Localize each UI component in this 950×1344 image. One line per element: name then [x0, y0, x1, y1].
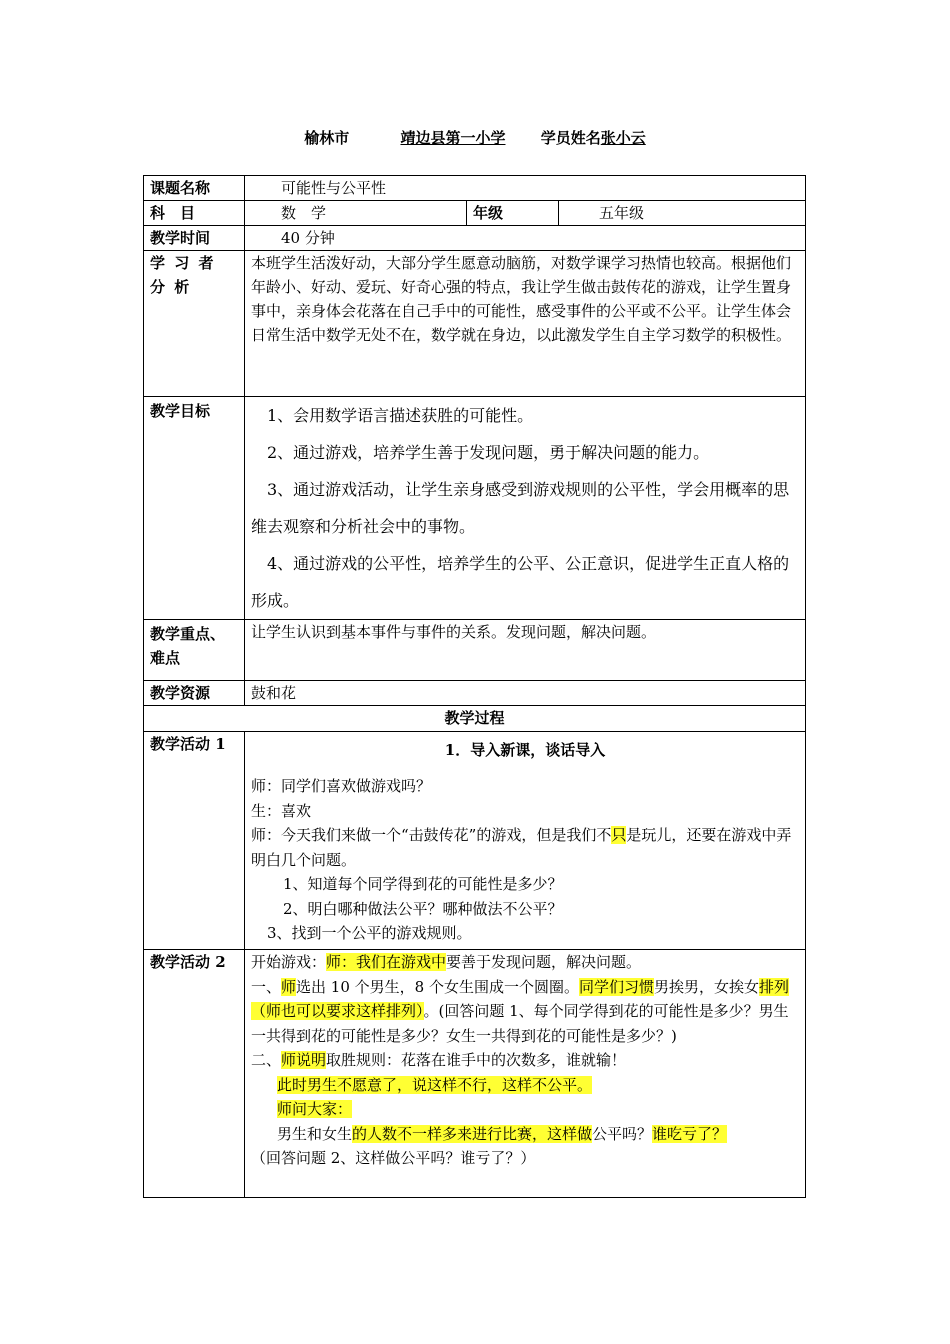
lesson-plan-table — [143, 175, 806, 1198]
time-label: 教学时间 — [144, 226, 245, 251]
goals-list — [245, 397, 806, 620]
activity1-title: 1．导入新课，谈话导入 — [444, 741, 606, 759]
row-resources — [144, 681, 806, 706]
resource-value: 鼓和花 — [245, 681, 806, 706]
dialogue-line — [251, 823, 799, 872]
goal-item: 1、会用数学语言描述获胜的可能性。 — [267, 406, 534, 425]
text-run: 一、 — [251, 977, 282, 996]
highlighted-text: 师：我们在游戏中 — [326, 953, 447, 971]
activity-line — [251, 1122, 799, 1147]
time-value: 40 分钟 — [245, 226, 806, 251]
row-process-title — [144, 706, 806, 732]
text-run: 取胜规则：花落在谁手中的次数多，谁就输！ — [326, 1051, 627, 1069]
header-city: 榆林市 — [304, 129, 350, 147]
text-run: 男挨男，女挨女 — [653, 977, 759, 996]
highlighted-text: 只 — [611, 826, 627, 844]
learner-value: 本班学生活泼好动，大部分学生愿意动脑筋，对数学课学习热情也较高。根据他们年龄小、好动、爱玩、好奇心强的特点，我让学生做击鼓传花的游戏，让学生置身事中，亲身体会花落在自己手中的可能性，感受事件的公平或不公平。让学生体会日常生活中数学无处不在，数学就在身边，以此激发学生自主学习数学的积极性。 — [245, 251, 806, 397]
key-value: 让学生认识到基本事件与事件的关系。发现问题，解决问题。 — [245, 620, 806, 681]
header-student-label: 学员姓名 — [540, 129, 601, 147]
highlighted-text: 排列（师也可以要求这样排列） — [251, 977, 790, 1020]
text-run: 要善于发现问题，解决问题。 — [446, 953, 642, 971]
row-activity-2 — [144, 950, 806, 1198]
highlighted-text: 谁吃亏了？ — [652, 1124, 728, 1143]
text-run: 。(回答问题 1、每个同学得到花的可能性是多少？男生一共得到花的可能性是多少？女生一共得到花的可能性是多少？) — [251, 1002, 789, 1045]
activity-line — [251, 975, 799, 1049]
highlighted-text: 师 — [281, 977, 297, 996]
text-run: 公平吗？ — [592, 1124, 653, 1143]
activity-line — [251, 950, 799, 975]
text-run: 是玩儿，还要在游戏中弄明白几个问题。 — [251, 826, 792, 869]
activity-line — [251, 1073, 799, 1098]
activity2-label: 教学活动 2 — [144, 950, 245, 1198]
question-item: 2、明白哪种做法公平？哪种做法不公平？ — [283, 899, 563, 918]
goal-item: 3、通过游戏活动，让学生亲身感受到游戏规则的公平性，学会用概率的思维去观察和分析社会中的事物。 — [251, 480, 790, 536]
grade-value: 五年级 — [559, 201, 806, 226]
question-item: 1、知道每个同学得到花的可能性是多少？ — [283, 875, 563, 893]
dialogue-line: 师：同学们喜欢做游戏吗？ — [251, 777, 432, 795]
key-label: 教学重点、难点 — [144, 620, 245, 681]
row-time — [144, 226, 806, 251]
row-goals — [144, 397, 806, 620]
text-run: 开始游戏： — [251, 953, 327, 971]
topic-value: 可能性与公平性 — [245, 176, 806, 201]
learner-label: 学 习 者 分 析 — [144, 251, 245, 397]
row-subject — [144, 201, 806, 226]
header-school: 靖边县第一小学 — [400, 129, 506, 147]
activity1-content — [245, 732, 806, 950]
activity-line — [251, 1048, 799, 1073]
text-run: 选出 10 个男生，8 个女生围成一个圆圈。 — [296, 977, 579, 996]
text-run: 师：今天我们来做一个“击鼓传花”的游戏，但是我们不 — [251, 826, 612, 844]
goal-item: 2、通过游戏，培养学生善于发现问题，勇于解决问题的能力。 — [267, 443, 710, 462]
highlighted-text: 师说明 — [281, 1051, 327, 1069]
row-activity-1 — [144, 732, 806, 950]
highlighted-text: 的人数不一样多来进行比赛，这样做 — [352, 1124, 593, 1143]
activity-line: （回答问题 2、这样做公平吗？谁亏了？） — [251, 1149, 536, 1167]
subject-value: 数 学 — [245, 201, 467, 226]
grade-label: 年级 — [467, 201, 559, 226]
resource-label: 教学资源 — [144, 681, 245, 706]
header-student-name: 张小云 — [600, 129, 646, 147]
row-topic — [144, 176, 806, 201]
row-key-points — [144, 620, 806, 681]
page-header — [0, 127, 950, 148]
process-title: 教学过程 — [144, 706, 806, 732]
question-item: 3、找到一个公平的游戏规则。 — [267, 924, 472, 942]
activity2-content — [245, 950, 806, 1198]
goals-label: 教学目标 — [144, 397, 245, 620]
highlighted-text: 此时男生不愿意了，说这样不行，这样不公平。 — [277, 1075, 593, 1094]
activity1-label: 教学活动 1 — [144, 732, 245, 950]
subject-label: 科 目 — [144, 201, 245, 226]
text-run: 二、 — [251, 1051, 282, 1069]
highlighted-text: 师问大家： — [277, 1100, 353, 1118]
text-run: 男生和女生 — [277, 1124, 353, 1143]
topic-label: 课题名称 — [144, 176, 245, 201]
highlighted-text: 同学们习惯 — [578, 977, 654, 996]
row-learner — [144, 251, 806, 397]
dialogue-line: 生：喜欢 — [251, 801, 312, 820]
activity-line — [251, 1097, 799, 1122]
goal-item: 4、通过游戏的公平性，培养学生的公平、公正意识，促进学生正直人格的形成。 — [251, 554, 790, 610]
